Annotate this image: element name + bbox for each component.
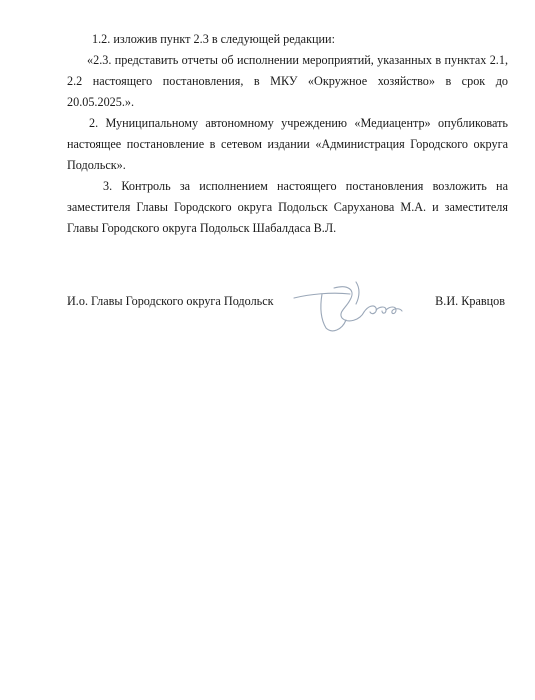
document-body-cont-2 bbox=[67, 176, 508, 239]
paragraph-2-3: «2.3. представить отчеты об исполнении мероприятий, указанных в пунктах 2.1, 2.2 настоящего постановления, в МКУ «Окружное хозяйство» в срок до 20.05.2025.». bbox=[67, 53, 508, 109]
signatory-name: В.И. Кравцов bbox=[435, 294, 505, 308]
handwritten-signature-icon bbox=[290, 278, 415, 338]
signatory-role: И.о. Главы Городского округа Подольск bbox=[67, 294, 274, 308]
document-body bbox=[67, 29, 508, 113]
document-body-cont bbox=[67, 113, 508, 176]
paragraph-1-2: 1.2. изложив пункт 2.3 в следующей редакции: bbox=[92, 32, 335, 46]
paragraph-3: 3. Контроль за исполнением настоящего постановления возложить на заместителя Главы Городского округа Подольск Саруханова М.А. и заместителя Главы Городского округа Подольск Шабалдаса В.Л. bbox=[67, 179, 508, 235]
paragraph-2: 2. Муниципальному автономному учреждению «Медиацентр» опубликовать настоящее постановление в сетевом издании «Администрация Городского округа Подольск». bbox=[67, 116, 508, 172]
signature-block bbox=[67, 291, 508, 313]
